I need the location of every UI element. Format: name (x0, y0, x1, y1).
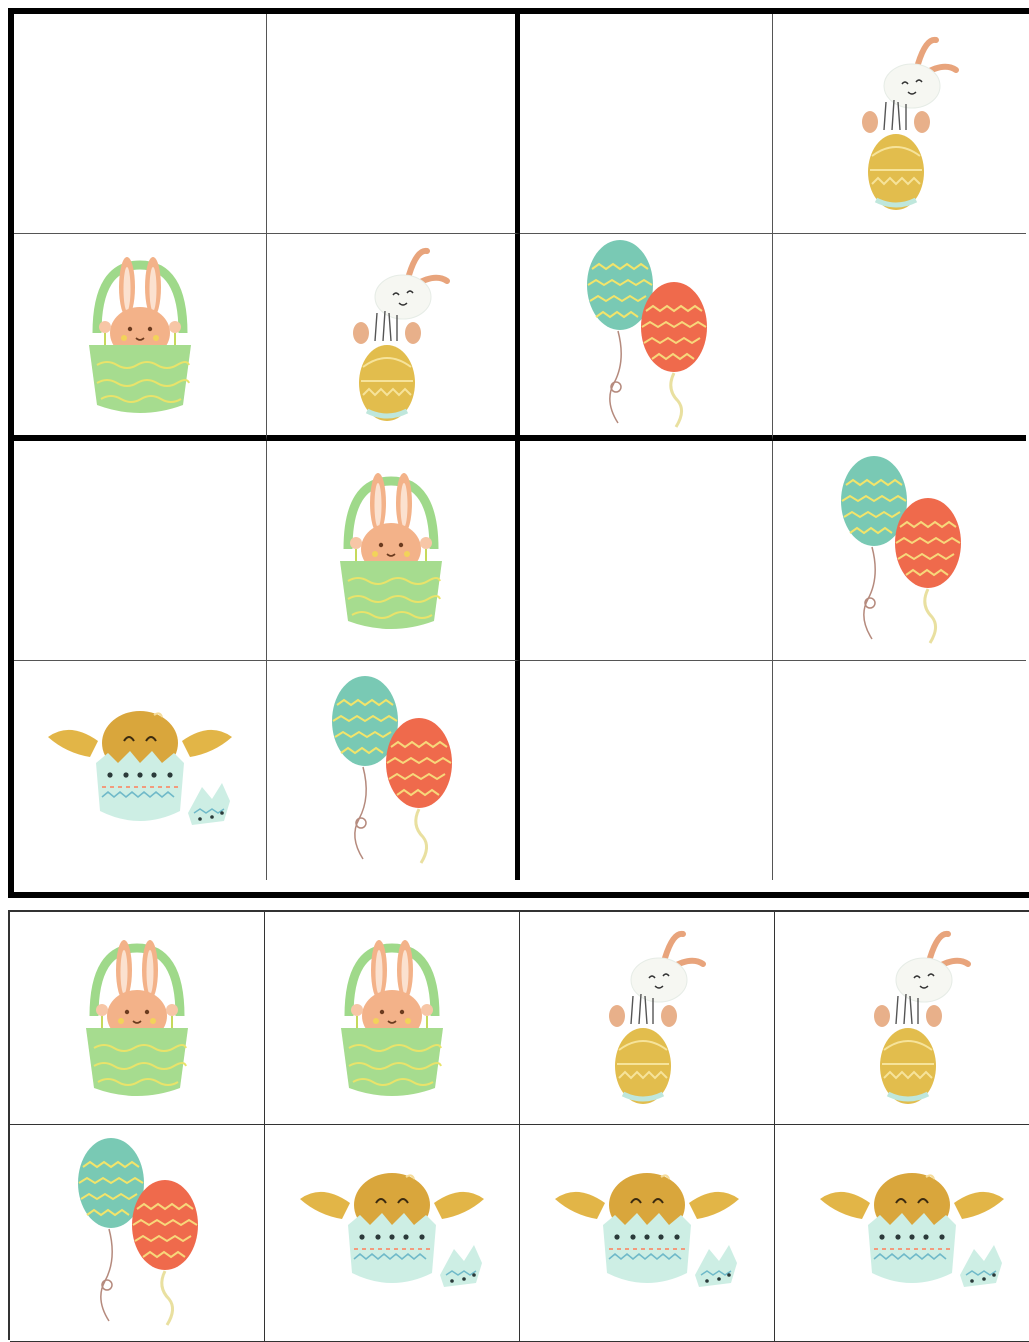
bunny-basket-icon (72, 928, 202, 1108)
chick-eggshell-icon (547, 1163, 747, 1303)
rabbit-egg-icon (852, 928, 972, 1108)
bunny-basket-icon (327, 928, 457, 1108)
board-cell-filled[interactable] (267, 234, 520, 441)
egg-balloons-icon (576, 235, 716, 435)
chick-eggshell-icon (292, 1163, 492, 1303)
piece-tile[interactable] (775, 912, 1029, 1125)
piece-bank (8, 910, 1029, 1340)
board-cell-empty[interactable] (520, 14, 773, 234)
rabbit-egg-icon (331, 245, 451, 425)
piece-tile[interactable] (10, 912, 265, 1125)
board-cell-empty[interactable] (267, 14, 520, 234)
egg-balloons-icon (830, 451, 970, 651)
board-cell-filled[interactable] (773, 14, 1026, 234)
piece-tile[interactable] (520, 1125, 775, 1342)
sudoku-board (8, 8, 1029, 898)
piece-tile[interactable] (520, 912, 775, 1125)
board-cell-empty[interactable] (773, 234, 1026, 441)
board-cell-filled[interactable] (520, 234, 773, 441)
board-cell-filled[interactable] (267, 661, 520, 880)
egg-balloons-icon (67, 1133, 207, 1333)
egg-balloons-icon (321, 671, 461, 871)
board-cell-empty[interactable] (520, 441, 773, 661)
board-cell-filled[interactable] (267, 441, 520, 661)
bunny-basket-icon (326, 461, 456, 641)
piece-tile[interactable] (775, 1125, 1029, 1342)
piece-tile[interactable] (10, 1125, 265, 1342)
piece-tile[interactable] (265, 1125, 520, 1342)
board-cell-filled[interactable] (773, 441, 1026, 661)
board-cell-empty[interactable] (14, 441, 267, 661)
rabbit-egg-icon (840, 34, 960, 214)
piece-tile[interactable] (265, 912, 520, 1125)
board-cell-empty[interactable] (14, 14, 267, 234)
chick-eggshell-icon (812, 1163, 1012, 1303)
rabbit-egg-icon (587, 928, 707, 1108)
bunny-basket-icon (75, 245, 205, 425)
board-cell-filled[interactable] (14, 661, 267, 880)
board-cell-empty[interactable] (520, 661, 773, 880)
board-cell-filled[interactable] (14, 234, 267, 441)
chick-eggshell-icon (40, 701, 240, 841)
board-cell-empty[interactable] (773, 661, 1026, 880)
